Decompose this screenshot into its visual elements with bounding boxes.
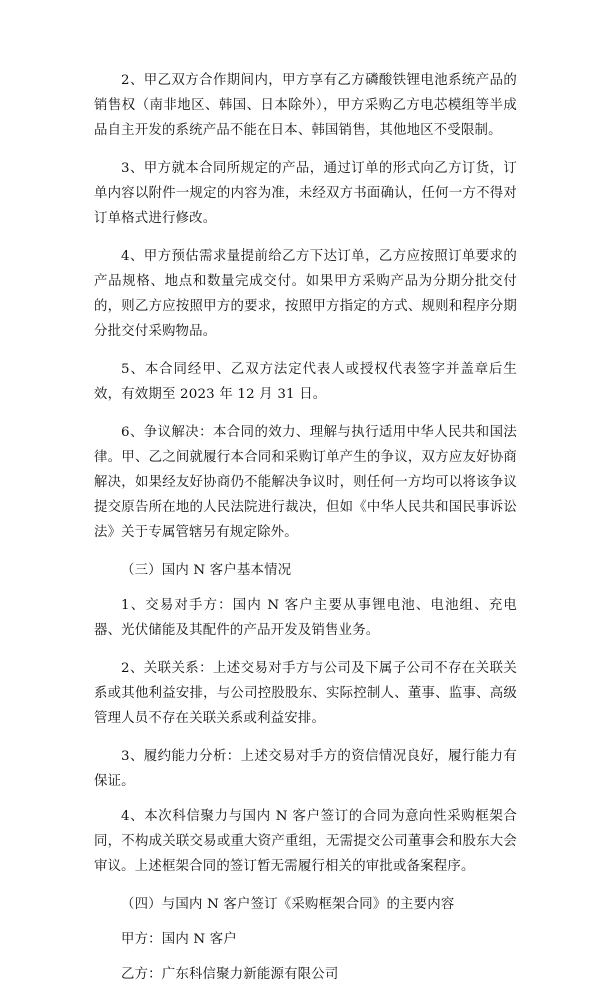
item-3-performance: 3、履约能力分析：上述交易对手方的资信情况良好，履行能力有保证。 [94, 749, 517, 789]
clause-4-delivery: 4、甲方预估需求量提前给乙方下达订单，乙方应按照订单要求的产品规格、地点和数量完成交付。如果甲方采购产品为分期分批交付的，则乙方应按照甲方的要求，按照甲方指定的方式、规则和程序分期分批交付采购物品。 [94, 249, 517, 339]
item-2-relationship: 2、关联关系：上述交易对手方与公司及下属子公司不存在关联关系或其他利益安排，与公司控股股东、实际控制人、董事、监事、高级管理人员不存在关联关系或利益安排。 [94, 661, 517, 726]
party-b-line: 乙方：广东科信聚力新能源有限公司 [121, 967, 339, 982]
clause-5-validity: 5、本合同经甲、乙双方法定代表人或授权代表签字并盖章后生效，有效期至 2023 年 12 月 31 日。 [94, 362, 517, 402]
clause-2-sales-rights: 2、甲乙双方合作期间内，甲方享有乙方磷酸铁锂电池系统产品的销售权（南非地区、韩国、日本除外），甲方采购乙方电芯模组等半成品自主开发的系统产品不能在日本、韩国销售，其他地区不受限制。 [94, 73, 517, 138]
item-4-framework-contract: 4、本次科信聚力与国内 N 客户签订的合同为意向性采购框架合同，不构成关联交易或重大资产重组，无需提交公司董事会和股东大会审议。上述框架合同的签订暂无需履行相关的审批或备案程序。 [94, 809, 517, 874]
party-a-line: 甲方：国内 N 客户 [121, 932, 237, 947]
clause-3-orders: 3、甲方就本合同所规定的产品，通过订单的形式向乙方订货，订单内容以附件一规定的内容为准，未经双方书面确认，任何一方不得对订单格式进行修改。 [94, 161, 517, 226]
section-heading-customer-info: （三）国内 N 客户基本情况 [121, 563, 292, 578]
section-heading-contract-content: （四）与国内 N 客户签订《采购框架合同》的主要内容 [121, 897, 455, 912]
clause-6-dispute: 6、争议解决：本合同的效力、理解与执行适用中华人民共和国法律。甲、乙之间就履行本合同和采购订单产生的争议，双方应友好协商解决，如果经友好协商仍不能解决争议时，则任何一方均可以将该争议提交原告所在地的人民法院进行裁决，但如《中华人民共和国民事诉讼法》关于专属管辖另有规定除外。 [94, 425, 517, 540]
item-1-counterparty: 1、交易对手方：国内 N 客户主要从事锂电池、电池组、充电器、光伏储能及其配件的产品开发及销售业务。 [94, 598, 517, 638]
